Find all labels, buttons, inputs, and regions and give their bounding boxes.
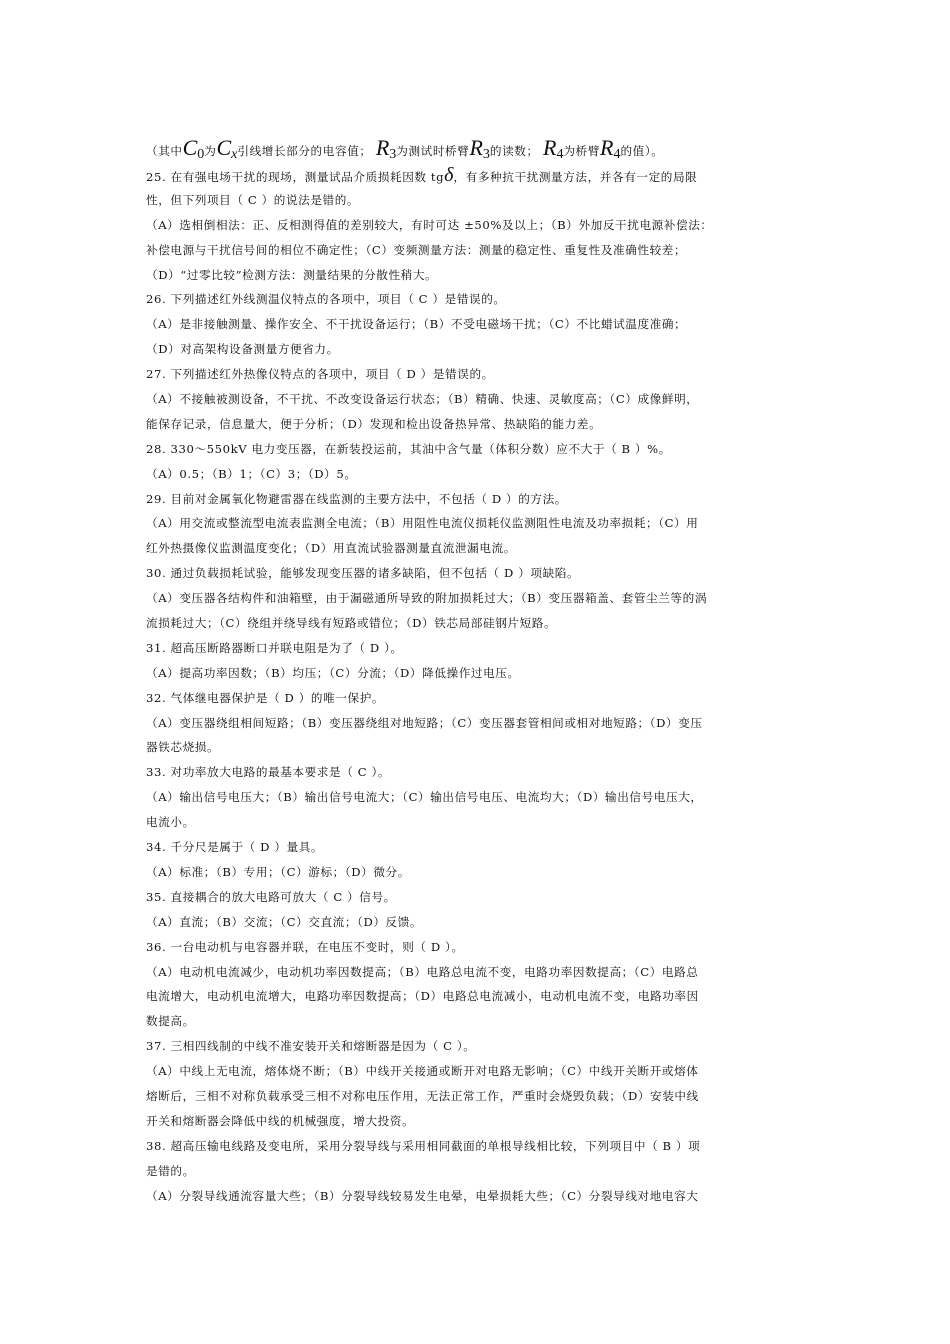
question-stem: 35. 直接耦合的放大电路可放大（ C ）信号。 <box>146 889 396 904</box>
answer-options: （A）是非接触测量、操作安全、不干扰设备运行；（B）不受电磁场干扰；（C）不比蜡试温度准确； <box>146 317 687 332</box>
answer-options: （A）直流；（B）交流；（C）交直流；（D）反馈。 <box>146 914 423 929</box>
text-segment: 为测试时桥臂 <box>396 144 470 158</box>
text-segment: 25. 在有强电场干扰的现场，测量试品介质损耗因数 tg <box>146 170 445 184</box>
symbol-r3: R <box>375 135 390 160</box>
answer-options: （A）输出信号电压大；（B）输出信号电流大；（C）输出信号电压、电流均大；（D）输出信号电压大， <box>146 790 703 805</box>
answer-options: （A）分裂导线通流容量大些；（B）分裂导线较易发生电晕，电晕损耗大些；（C）分裂导线对地电容大 <box>146 1188 699 1203</box>
question-stem: 32. 气体继电器保护是（ D ）的唯一保护。 <box>146 690 385 705</box>
question-34 <box>146 835 814 885</box>
question-31 <box>146 636 814 686</box>
symbol-r3-subscript: 3 <box>389 147 397 162</box>
text-segment: 的值）。 <box>620 144 664 158</box>
symbol-c0: C <box>182 135 198 160</box>
question-28 <box>146 437 814 487</box>
question-stem: 37. 三相四线制的中线不准安装开关和熔断器是因为（ C ）。 <box>146 1039 476 1054</box>
answer-options: 流损耗过大；（C）绕组并绕导线有短路或错位；（D）铁芯局部硅钢片短路。 <box>146 616 557 631</box>
question-stem: 36. 一台电动机与电容器并联，在电压不变时，则（ D ）。 <box>146 939 464 954</box>
question-38 <box>146 1134 814 1209</box>
question-30 <box>146 561 814 636</box>
question-25 <box>146 163 814 287</box>
answer-options: 器铁芯烧损。 <box>146 740 220 755</box>
answer-options: （A）选相倒相法：正、反相测得值的差别较大，有时可达 ±50%及以上；（B）外加反干扰电源补偿法： <box>146 217 713 232</box>
answer-options: 熔断后，三相不对称负载承受三相不对称电压作用，无法正常工作，严重时会烧毁负载；（D）安装中线 <box>146 1088 699 1103</box>
symbol-r4: R <box>600 135 614 160</box>
text-segment: 为 <box>204 144 217 158</box>
question-27 <box>146 362 814 437</box>
question-stem: 27. 下列描述红外热像仪特点的各项中，项目（ D ）是错误的。 <box>146 367 494 382</box>
answer-options: （D）对高架构设备测量方便省力。 <box>146 342 339 357</box>
text-segment: ，有多种抗干扰测量方法，并各有一定的局限 <box>453 170 698 184</box>
symbol-c0-subscript: 0 <box>197 147 205 162</box>
question-stem <box>146 163 814 188</box>
answer-options: 红外热摄像仪监测温度变化；（D）用直流试验器测量直流泄漏电流。 <box>146 541 516 556</box>
answer-options: （A）变压器绕组相间短路；（B）变压器绕组对地短路；（C）变压器套管相间或相对地短路；（D）变压 <box>146 715 703 730</box>
symbol-cx-subscript: x <box>231 147 238 162</box>
answer-options: 电流增大，电动机电流增大，电路功率因数提高；（D）电路总电流减小，电动机电流不变，电路功率因 <box>146 989 699 1004</box>
question-stem: 性，但下列项目（ C ）的说法是错的。 <box>146 192 360 207</box>
symbol-r4-subscript: 4 <box>556 147 564 162</box>
question-stem: 26. 下列描述红外线测温仪特点的各项中，项目（ C ）是错误的。 <box>146 292 506 307</box>
answer-options: （A）中线上无电流，熔体烧不断；（B）中线开关接通或断开对电路无影响；（C）中线开关断开或熔体 <box>146 1064 699 1079</box>
answer-options: （A）提高功率因数；（B）均压；（C）分流；（D）降低操作过电压。 <box>146 665 520 680</box>
answer-options: （A）电动机电流减少，电动机功率因数提高；（B）电路总电流不变，电路功率因数提高；（C）电路总 <box>146 964 699 979</box>
question-stem: 30. 通过负载损耗试验，能够发现变压器的诸多缺陷，但不包括（ D ）项缺陷。 <box>146 566 580 581</box>
question-36 <box>146 935 814 1035</box>
question-stem: 34. 千分尺是属于（ D ）量具。 <box>146 840 324 855</box>
symbol-cx: C <box>216 135 232 160</box>
symbol-r3: R <box>469 135 483 160</box>
text-segment: 引线增长部分的电容值； <box>237 144 372 158</box>
symbol-r4: R <box>542 135 557 160</box>
question-37 <box>146 1034 814 1134</box>
answer-options: （A）用交流或整流型电流表监测全电流；（B）用阻性电流仪损耗仪监测阻性电流及功率损耗；（C）用 <box>146 516 699 531</box>
text-segment: 的读数； <box>489 144 539 158</box>
question-29 <box>146 487 814 562</box>
symbol-r3-subscript: 3 <box>482 147 490 162</box>
text-segment: （其中 <box>146 144 183 158</box>
question-stem: 38. 超高压输电线路及变电所，采用分裂导线与采用相同截面的单根导线相比较，下列项目中（ B ）项 <box>146 1138 701 1153</box>
answer-options: 补偿电源与干扰信号间的相位不确定性；（C）变频测量方法：测量的稳定性、重复性及准确性较差； <box>146 242 687 257</box>
answer-options: （A）不接触被测设备，不干扰、不改变设备运行状态；（B）精确、快速、灵敏度高；（C）成像鲜明， <box>146 392 699 407</box>
formula-explanation-line <box>146 131 814 163</box>
question-33 <box>146 760 814 835</box>
answer-options: 开关和熔断器会降低中线的机械强度，增大投资。 <box>146 1113 415 1128</box>
answer-options: （D）“过零比较”检测方法：测量结果的分散性稍大。 <box>146 267 438 282</box>
question-35 <box>146 885 814 935</box>
question-26 <box>146 287 814 362</box>
symbol-r4-subscript: 4 <box>613 147 621 162</box>
text-segment: 为桥臂 <box>563 144 601 158</box>
answer-options: 能保存记录，信息量大，便于分析；（D）发现和检出设备热异常、热缺陷的能力差。 <box>146 416 602 431</box>
answer-options: 数提高。 <box>146 1014 195 1029</box>
symbol-delta: δ <box>444 164 454 186</box>
answer-options: （A）0.5；（B）1；（C）3；（D）5。 <box>146 466 357 481</box>
question-stem: 31. 超高压断路器断口并联电阻是为了（ D ）。 <box>146 640 403 655</box>
question-stem: 33. 对功率放大电路的最基本要求是（ C ）。 <box>146 765 391 780</box>
question-32 <box>146 686 814 761</box>
answer-options: （A）标准；（B）专用；（C）游标；（D）微分。 <box>146 864 410 879</box>
answer-options: （A）变压器各结构件和油箱壁，由于漏磁通所导致的附加损耗过大；（B）变压器箱盖、套管尘兰等的涡 <box>146 591 708 606</box>
question-stem: 28. 330～550kV 电力变压器，在新装投运前，其油中含气量（体积分数）应不大于（ B ）%。 <box>146 441 671 456</box>
question-stem: 29. 目前对金属氧化物避雷器在线监测的主要方法中，不包括（ D ）的方法。 <box>146 491 567 506</box>
answer-options: 电流小。 <box>146 815 195 830</box>
question-stem: 是错的。 <box>146 1163 195 1178</box>
document-body <box>146 131 814 1208</box>
